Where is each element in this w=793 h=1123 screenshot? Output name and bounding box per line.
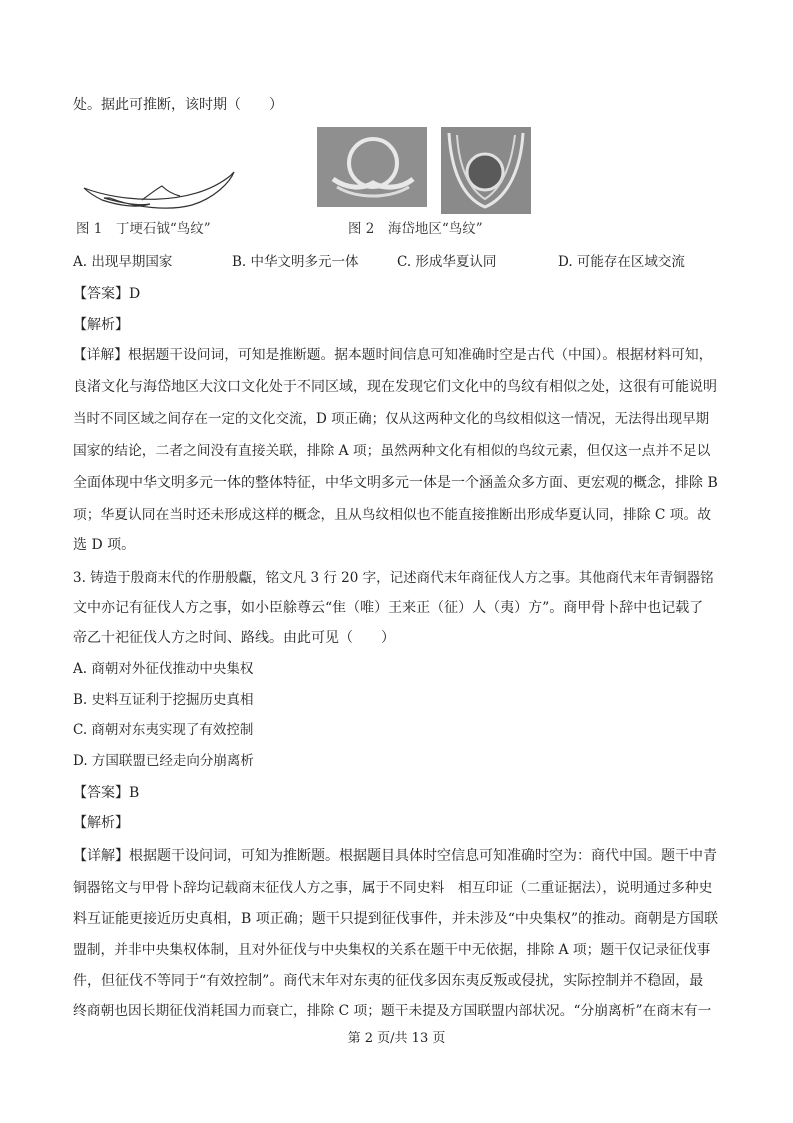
q3-explain-line: 终商朝也因长期征伐消耗国力而衰亡，排除 C 项；题干未提及方国联盟内部状况。“分崩离析”在商末有一 [73,1003,712,1019]
q2-option-b: B. 中华文明多元一体 [232,254,359,270]
q3-stem-line: 帝乙十祀征伐人方之时间、路线。由此可见（ ） [73,630,395,646]
q2-explain-line: 选 D 项。 [73,537,136,553]
q3-explain-line: 【详解】根据题干设问词，可知为推断题。根据题目具体时空信息可知准确时空为：商代中国。题干中青 [73,848,717,864]
q3-explain-line: 盟制，并非中央集权体制，且对外征伐与中央集权的关系在题干中无依据，排除 A 项；题干仅记录征伐事 [73,942,711,958]
question-stem-continuation: 处。据此可推断，该时期（ ） [73,97,283,113]
q3-option-d: D. 方国联盟已经走向分崩离析 [73,753,254,769]
q2-explain-line: 项；华夏认同在当时还未形成这样的概念，且从鸟纹相似也不能直接推断出形成华夏认同，排除 C 项。故 [73,507,712,523]
bird-pattern-rubbing-2 [441,127,531,214]
q3-stem-line: 3. 铸造于殷商末代的作册般甗，铭文凡 3 行 20 字，记述商代末年商征伐人方之事。其他商代末年青铜器铭 [73,570,714,586]
q3-option-a: A. 商朝对外征伐推动中央集权 [73,661,254,677]
q2-option-d: D. 可能存在区域交流 [558,254,685,270]
q3-explain-line: 料互证能更接近历史真相，B 项正确；题干只提到征伐事件，并未涉及“中央集权”的推动。商朝是方国联 [73,911,719,927]
stone-axe-bird-pattern-figure [80,168,242,216]
q3-answer: 【答案】B [73,785,140,801]
figure-2-caption: 图 2 海岱地区“鸟纹” [348,221,483,237]
q3-explain-line: 铜器铭文与甲骨卜辞均记载商末征伐人方之事，属于不同史料 相互印证（二重证据法），说明通过多种史 [73,880,713,896]
q3-explain-line: 件，但征伐不等同于“有效控制”。商代末年对东夷的征伐多因东夷反叛或侵扰，实际控制并不稳固，最 [73,973,704,989]
q2-explain-line: 全面体现中华文明多元一体的整体特征，中华文明多元一体是一个涵盖众多方面、更宏观的概念，排除 B [73,475,718,491]
q3-analysis-label: 【解析】 [73,815,129,831]
q3-stem-line: 文中亦记有征伐人方之事，如小臣艅尊云“隹（唯）王来正（征）人（夷）方”。商甲骨卜辞中也记载了 [73,600,704,616]
q2-analysis-label: 【解析】 [73,317,129,333]
q2-option-a: A. 出现早期国家 [73,254,173,270]
q3-option-b: B. 史料互证利于挖掘历史真相 [73,692,254,708]
q2-explain-line: 良渚文化与海岱地区大汶口文化处于不同区域，现在发现它们文化中的鸟纹有相似之处，这很有可能说明 [73,379,717,395]
q2-explain-line: 当时不同区域之间存在一定的文化交流，D 项正确；仅从这两种文化的鸟纹相似这一情况，无法得出现早期 [73,411,710,427]
q2-answer: 【答案】D [73,286,141,302]
q2-explain-line: 【详解】根据题干设问词，可知是推断题。据本题时间信息可知准确时空是古代（中国）。根据材料可知， [73,347,713,363]
figure-1-caption: 图 1 丁埂石钺“鸟纹” [76,221,211,237]
q2-explain-line: 国家的结论，二者之间没有直接关联，排除 A 项；虽然两种文化有相似的鸟纹元素，但仅这一点并不足以 [73,443,711,459]
page-footer: 第 2 页/共 13 页 [347,1031,446,1046]
bird-pattern-rubbing-1 [317,127,427,207]
q2-option-c: C. 形成华夏认同 [397,254,497,270]
q3-option-c: C. 商朝对东夷实现了有效控制 [73,722,254,738]
